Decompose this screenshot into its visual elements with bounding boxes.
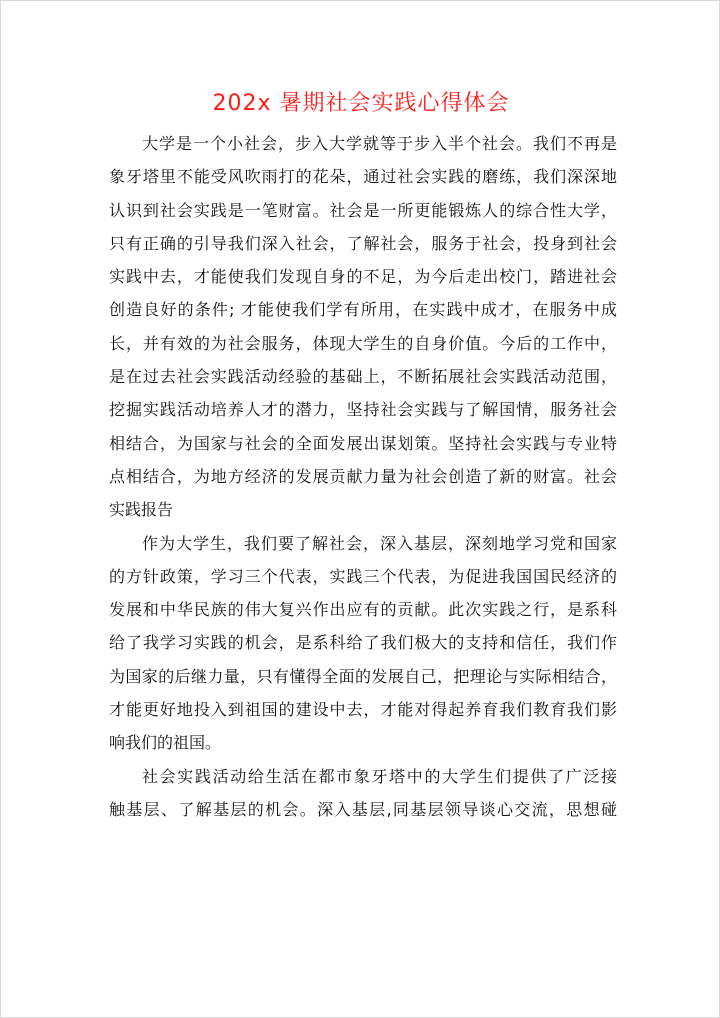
text-line: 认识到社会实践是一笔财富。社会是一所更能锻炼人的综合性大学，: [109, 200, 617, 220]
paragraph-3: [109, 760, 617, 827]
text-line: 响我们的祖国。: [109, 733, 222, 753]
text-line: 的方针政策，学习三个代表，实践三个代表，为促进我国国民经济的: [109, 566, 617, 586]
text-line: 实践报告: [109, 500, 174, 520]
text-line: 触基层、了解基层的机会。深入基层,同基层领导谈心交流，思想碰: [109, 799, 617, 819]
text-line: 只有正确的引导我们深入社会，了解社会，服务于社会，投身到社会: [109, 233, 617, 253]
document-body: [109, 127, 617, 826]
text-line: 作为大学生，我们要了解社会，深入基层，深刻地学习党和国家: [142, 533, 617, 553]
text-line: 是在过去社会实践活动经验的基础上，不断拓展社会实践活动范围，: [109, 367, 617, 387]
text-line: 才能更好地投入到祖国的建设中去，才能对得起养育我们教育我们影: [109, 700, 617, 720]
text-line: 长，并有效的为社会服务，体现大学生的自身价值。今后的工作中，: [109, 333, 617, 353]
text-line: 相结合，为国家与社会的全面发展出谋划策。坚持社会实践与专业特: [109, 433, 617, 453]
text-line: 发展和中华民族的伟大复兴作出应有的贡献。此次实践之行，是系科: [109, 600, 617, 620]
text-line: 创造良好的条件; 才能使我们学有所用，在实践中成才，在服务中成: [109, 300, 617, 320]
text-line: 象牙塔里不能受风吹雨打的花朵，通过社会实践的磨练，我们深深地: [109, 167, 617, 187]
text-line: 挖掘实践活动培养人才的潜力，坚持社会实践与了解国情，服务社会: [109, 400, 617, 420]
text-line: 社会实践活动给生活在都市象牙塔中的大学生们提供了广泛接: [142, 766, 617, 786]
paragraph-2: [109, 527, 617, 760]
text-line: 给了我学习实践的机会，是系科给了我们极大的支持和信任，我们作: [109, 633, 617, 653]
paragraph-1: [109, 127, 617, 527]
text-line: 点相结合，为地方经济的发展贡献力量为社会创造了新的财富。社会: [109, 466, 617, 486]
text-line: 大学是一个小社会，步入大学就等于步入半个社会。我们不再是: [142, 134, 617, 153]
text-line: 实践中去，才能使我们发现自身的不足，为今后走出校门，踏进社会: [109, 267, 617, 287]
text-line: 为国家的后继力量，只有懂得全面的发展自己，把理论与实际相结合，: [109, 666, 617, 686]
document-title: 202x 暑期社会实践心得体会: [212, 91, 510, 116]
